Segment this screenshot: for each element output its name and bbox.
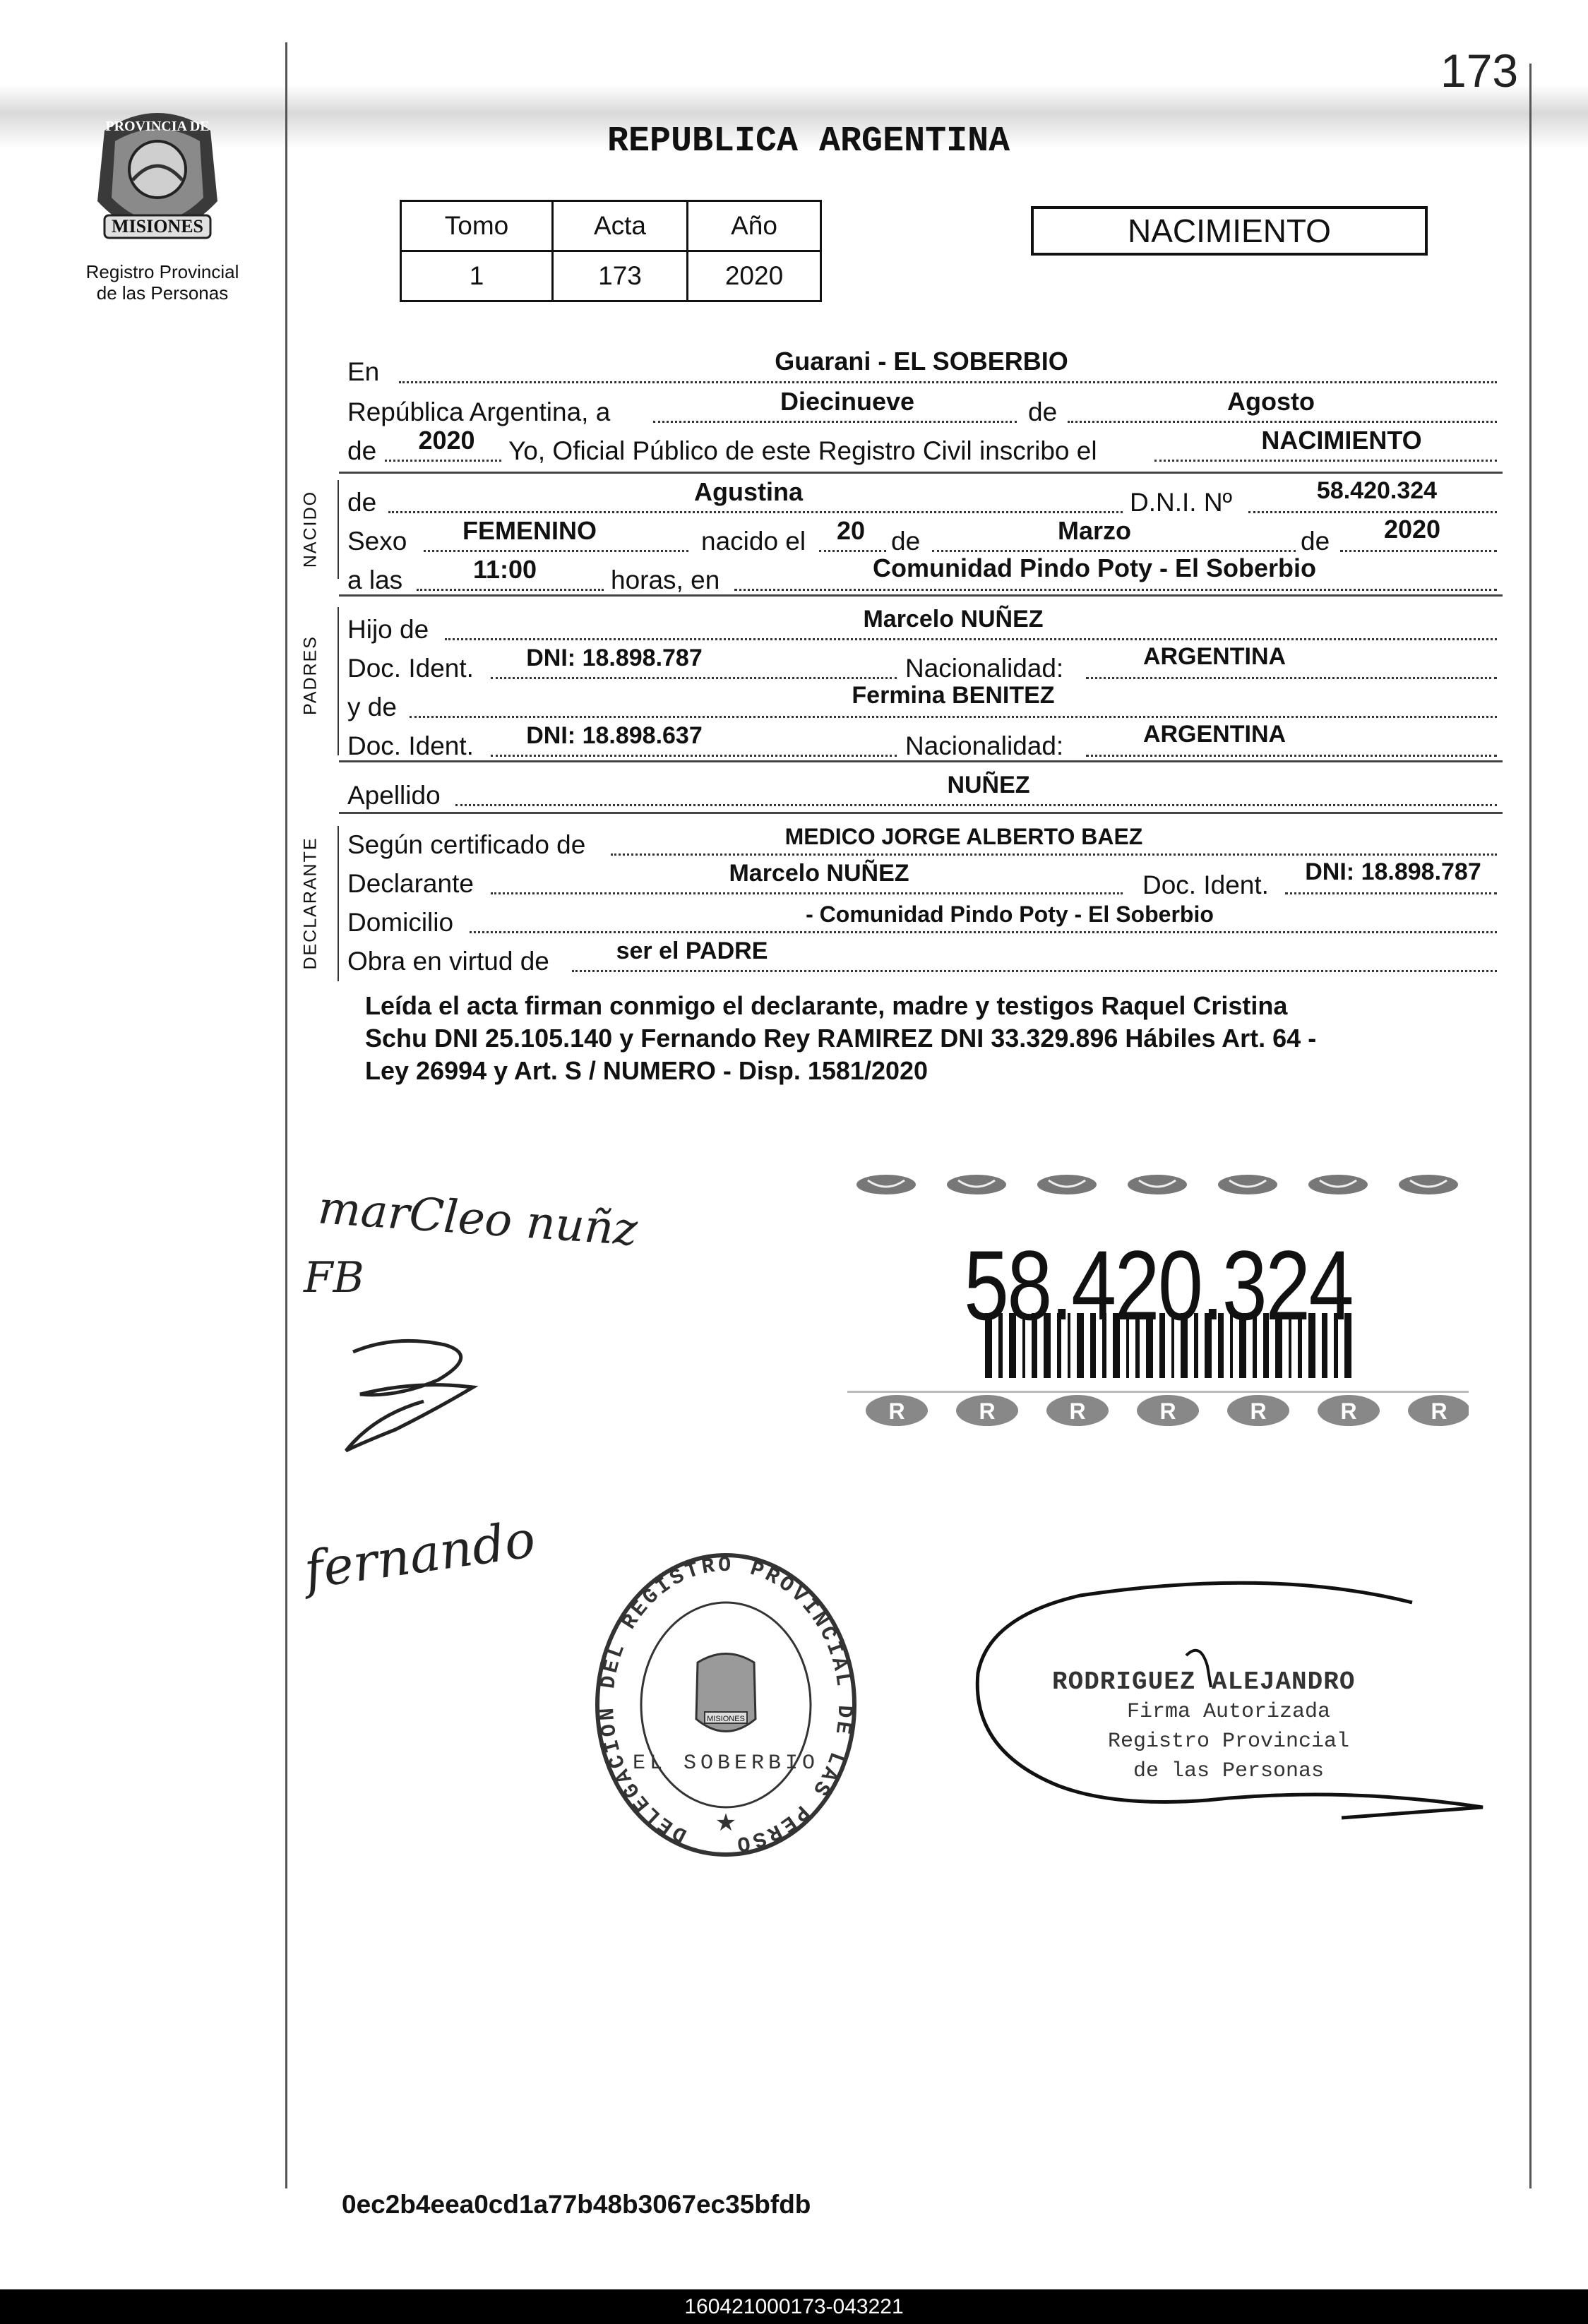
dotted-line xyxy=(1248,511,1497,513)
republica-label: República Argentina, a xyxy=(347,397,611,426)
footer-bar xyxy=(0,2289,1588,2324)
dotted-line xyxy=(932,550,1296,552)
month-value: Agosto xyxy=(1227,387,1315,416)
section-bracket xyxy=(338,480,339,579)
de-label: de xyxy=(1301,527,1330,556)
de-label: de xyxy=(891,527,921,556)
sticker-r-letter: R xyxy=(1250,1398,1267,1424)
sexo-value: FEMENINO xyxy=(462,516,597,545)
right-margin-line xyxy=(1529,64,1532,2188)
sticker-r-letter: R xyxy=(1069,1398,1086,1424)
sticker-r-letter: R xyxy=(1340,1398,1357,1424)
section-bracket xyxy=(338,826,339,981)
sticker-logo-icon xyxy=(1308,1175,1368,1194)
record-table xyxy=(400,200,822,302)
dotted-line xyxy=(611,853,1497,856)
section-bracket xyxy=(338,607,339,755)
section-divider xyxy=(339,760,1503,762)
day-value: Diecinueve xyxy=(780,387,915,416)
dotted-line xyxy=(491,677,897,679)
sticker-number: 58.420.324 xyxy=(964,1230,1352,1341)
dotted-line xyxy=(417,589,604,591)
nacionalidad-label: Nacionalidad: xyxy=(905,654,1064,683)
certificado-value: MEDICO JORGE ALBERTO BAEZ xyxy=(784,824,1143,849)
birth-place-value: Comunidad Pindo Poty - El Soberbio xyxy=(873,553,1316,582)
dotted-line xyxy=(455,804,1497,806)
doc-ident-label: Doc. Ident. xyxy=(347,731,474,760)
official-stamp-name: RODRIGUEZ ALEJANDRO xyxy=(1052,1667,1356,1696)
signature-witness-2: fernando xyxy=(300,1509,539,1600)
dotted-line xyxy=(1086,755,1497,757)
dotted-line xyxy=(399,381,1497,383)
svg-text:DELEGACION DEL REGISTRO PROVIN: DELEGACION DEL REGISTRO PROVINCIAL DE LAS PERSO xyxy=(595,1553,856,1856)
sexo-label: Sexo xyxy=(347,527,407,556)
signature-father: marCleo nuñz xyxy=(316,1182,640,1257)
nacido-el-label: nacido el xyxy=(701,527,806,556)
sticker-r-letter: R xyxy=(1431,1398,1447,1424)
table-cell-tomo: 1 xyxy=(401,251,553,301)
y-de-label: y de xyxy=(347,693,397,721)
obra-label: Obra en virtud de xyxy=(347,947,549,976)
section-divider xyxy=(339,594,1503,597)
sticker-logo-icon xyxy=(1128,1175,1187,1194)
sticker-r-letter: R xyxy=(1159,1398,1176,1424)
de-label: de xyxy=(1028,397,1058,426)
dni-label: D.N.I. Nº xyxy=(1130,488,1233,517)
certificado-label: Según certificado de xyxy=(347,830,586,859)
de-label: de xyxy=(347,436,377,465)
declarante-value: Marcelo NUÑEZ xyxy=(729,860,909,887)
record-type-box xyxy=(1031,206,1428,256)
padres-side-label: PADRES xyxy=(300,635,321,715)
de-label: de xyxy=(347,488,377,517)
table-header-ano: Año xyxy=(688,201,821,251)
document-hash: 0ec2b4eea0cd1a77b48b3067ec35bfdb xyxy=(342,2190,811,2219)
dotted-line xyxy=(385,460,501,462)
left-margin-line xyxy=(285,42,287,2188)
svg-text:MISIONES: MISIONES xyxy=(707,1715,745,1723)
sticker-logo-icon xyxy=(1037,1175,1097,1194)
place-value: Guarani - EL SOBERBIO xyxy=(775,347,1068,376)
sticker-logo-icon xyxy=(1218,1175,1277,1194)
declarante-side-label: DECLARANTE xyxy=(300,837,321,970)
svg-text:MISIONES: MISIONES xyxy=(111,216,204,236)
dotted-line xyxy=(1154,460,1497,462)
official-stamp-line2: Registro Provincial xyxy=(1107,1730,1350,1754)
svg-text:★: ★ xyxy=(715,1809,737,1836)
note-line: Ley 26994 y Art. S / NUMERO - Disp. 1581/2020 xyxy=(365,1056,929,1085)
obra-value: ser el PADRE xyxy=(616,938,768,964)
sticker-strip-line xyxy=(847,1391,1469,1393)
svg-text:PROVINCIA DE: PROVINCIA DE xyxy=(105,119,210,134)
dotted-line xyxy=(734,589,1497,591)
official-stamp-line3: de las Personas xyxy=(1133,1759,1325,1783)
dotted-line xyxy=(572,970,1497,972)
declarante-label: Declarante xyxy=(347,869,474,898)
doc-ident-label: Doc. Ident. xyxy=(347,654,474,683)
a-las-label: a las xyxy=(347,565,403,594)
child-dni-value: 58.420.324 xyxy=(1316,477,1438,504)
table-cell-acta: 173 xyxy=(553,251,688,301)
footer-code: 160421000173-043221 xyxy=(684,2295,904,2318)
dotted-line xyxy=(424,550,688,552)
mother-doc-value: DNI: 18.898.637 xyxy=(526,722,703,749)
sticker-r-letter: R xyxy=(979,1398,996,1424)
dotted-line xyxy=(445,638,1497,640)
record-type-label: NACIMIENTO xyxy=(1128,212,1331,249)
section-divider xyxy=(339,472,1503,474)
table-header-tomo: Tomo xyxy=(401,201,553,251)
note-line: Schu DNI 25.105.140 y Fernando Rey RAMIREZ DNI 33.329.896 Hábiles Art. 64 - xyxy=(365,1024,1317,1053)
horas-en-label: horas, en xyxy=(611,565,720,594)
table-header-acta: Acta xyxy=(553,201,688,251)
province-logo xyxy=(83,102,232,258)
act-type-value: NACIMIENTO xyxy=(1261,426,1422,455)
mother-nationality-value: ARGENTINA xyxy=(1142,721,1286,748)
dni-sticker xyxy=(847,1172,1469,1426)
signature-mother: FB xyxy=(304,1253,364,1302)
father-nationality-value: ARGENTINA xyxy=(1142,643,1286,670)
svg-text:EL SOBERBIO: EL SOBERBIO xyxy=(632,1751,820,1775)
domicilio-label: Domicilio xyxy=(347,908,454,937)
birth-time-value: 11:00 xyxy=(472,555,537,584)
nacido-side-label: NACIDO xyxy=(300,490,321,568)
sticker-logo-icon xyxy=(947,1175,1006,1194)
father-doc-value: DNI: 18.898.787 xyxy=(526,645,703,671)
dotted-line xyxy=(491,892,1123,894)
hijo-de-label: Hijo de xyxy=(347,615,429,644)
sticker-logo-icon xyxy=(856,1175,916,1194)
dotted-line xyxy=(653,421,1017,423)
office-name-line2: de las Personas xyxy=(96,282,229,304)
country-title: REPUBLICA ARGENTINA xyxy=(607,121,1010,162)
note-paragraph xyxy=(365,990,1495,1087)
declarante-doc-value: DNI: 18.898.787 xyxy=(1305,858,1481,885)
table-cell-ano: 2020 xyxy=(688,251,821,301)
domicilio-value: - Comunidad Pindo Poty - El Soberbio xyxy=(806,902,1214,927)
apellido-value: NUÑEZ xyxy=(947,772,1030,798)
note-line: Leída el acta firman conmigo el declarante, madre y testigos Raquel Cristina xyxy=(365,991,1288,1020)
doc-ident-label: Doc. Ident. xyxy=(1142,870,1269,899)
birth-day-value: 20 xyxy=(836,516,866,545)
section-divider xyxy=(339,812,1503,814)
sticker-r-letter: R xyxy=(888,1398,905,1424)
signature-witness xyxy=(332,1331,501,1458)
dotted-line xyxy=(819,550,886,552)
child-name-value: Agustina xyxy=(693,477,803,506)
dotted-line xyxy=(1285,892,1497,894)
nacionalidad-label: Nacionalidad: xyxy=(905,731,1064,760)
dotted-line xyxy=(410,716,1497,718)
official-stamp-line1: Firma Autorizada xyxy=(1126,1700,1331,1724)
dotted-line xyxy=(1086,677,1497,679)
sticker-logo-icon xyxy=(1399,1175,1458,1194)
dotted-line xyxy=(388,511,1123,513)
mother-name-value: Fermina BENITEZ xyxy=(852,682,1055,709)
official-text: Yo, Oficial Público de este Registro Civil inscribo el xyxy=(508,436,1097,465)
dotted-line xyxy=(470,931,1497,933)
office-name-line1: Registro Provincial xyxy=(85,261,239,282)
dotted-line xyxy=(491,755,897,757)
page-number: 173 xyxy=(1440,44,1519,97)
birth-year-value: 2020 xyxy=(1383,515,1441,544)
year-value: 2020 xyxy=(418,426,475,455)
apellido-label: Apellido xyxy=(347,781,441,810)
dotted-line xyxy=(1068,421,1497,423)
en-label: En xyxy=(347,357,380,386)
father-name-value: Marcelo NUÑEZ xyxy=(863,606,1044,633)
registry-seal xyxy=(592,1550,860,1860)
dotted-line xyxy=(1340,550,1497,552)
birth-month-value: Marzo xyxy=(1057,516,1131,545)
